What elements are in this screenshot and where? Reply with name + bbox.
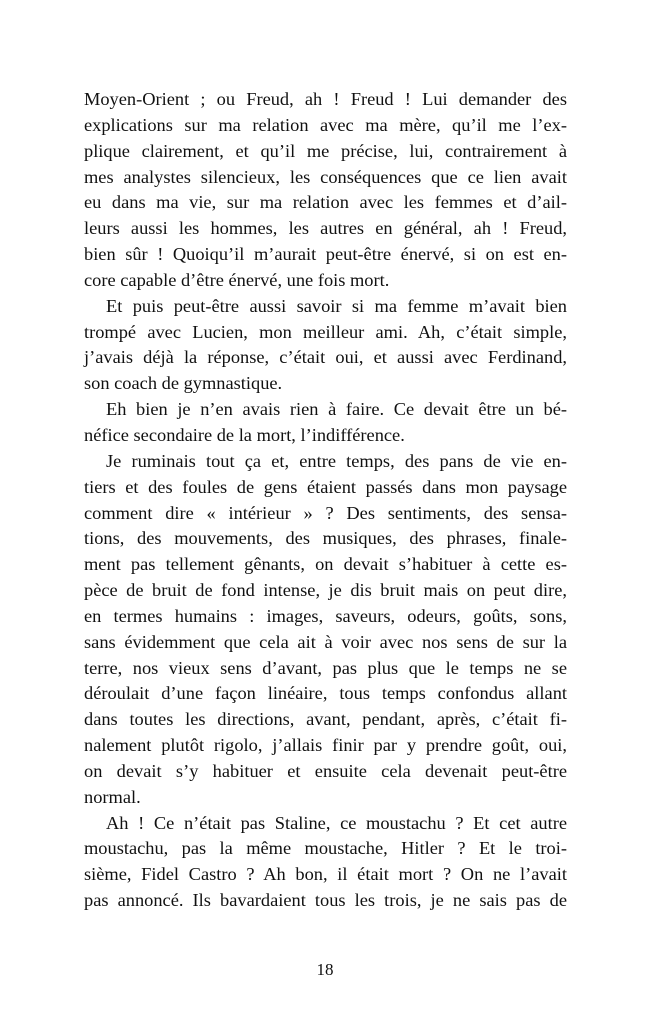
text-line: Ah ! Ce n’était pas Staline, ce moustachu ? Et cet autre [106,812,567,833]
text-line: on devait s’y habituer et ensuite cela devenait peut-être [84,760,567,781]
text-line: pèce de bruit de fond intense, je dis bruit mais on peut dire, [84,580,567,601]
paragraph [84,294,567,397]
text-line: Eh bien je n’en avais rien à faire. Ce devait être un bé- [106,399,567,420]
text-line: tions, des mouvements, des musiques, des phrases, finale- [84,528,567,549]
text-line: sième, Fidel Castro ? Ah bon, il était mort ? On ne l’avait [84,864,567,885]
paragraph [84,449,567,811]
page-body-text [84,87,567,914]
text-line: Je ruminais tout ça et, entre temps, des pans de vie en- [106,450,567,471]
text-line: explications sur ma relation avec ma mère, qu’il me l’ex- [84,114,567,135]
text-line: mes analystes silencieux, les conséquences que ce lien avait [84,166,567,187]
text-line: tiers et des foules de gens étaient passés dans mon paysage [84,476,567,497]
text-line: déroulait d’une façon linéaire, tous temps confondus allant [84,683,567,704]
text-line: Et puis peut-être aussi savoir si ma femme m’avait bien [106,295,567,316]
text-line: nalement plutôt rigolo, j’allais finir par y prendre goût, oui, [84,735,567,756]
text-line: dans toutes les directions, avant, pendant, après, c’était fi- [84,709,567,730]
text-line: comment dire « intérieur » ? Des sentiments, des sensa- [84,502,567,523]
text-line: leurs aussi les hommes, les autres en général, ah ! Freud, [84,218,567,239]
text-line: terre, nos vieux sens d’avant, pas plus que le temps ne se [84,657,567,678]
text-line: Moyen-Orient ; ou Freud, ah ! Freud ! Lui demander des [84,89,567,109]
paragraph [84,397,567,449]
text-line: ment pas tellement gênants, on devait s’habituer à cette es- [84,554,567,575]
text-line: plique clairement, et qu’il me précise, lui, contrairement à [84,140,567,161]
text-line: son coach de gymnastique. [84,373,283,394]
text-line: en termes humains : images, saveurs, odeurs, goûts, sons, [84,605,567,626]
text-line: sans évidemment que cela ait à voir avec nos sens de sur la [84,631,567,652]
paragraph [84,87,567,294]
text-line: j’avais déjà la réponse, c’était oui, et aussi avec Ferdinand, [84,347,567,368]
text-line: core capable d’être énervé, une fois mort. [84,269,390,290]
text-line: moustachu, pas la même moustache, Hitler ? Et le troi- [84,838,567,859]
text-line: normal. [84,786,141,807]
text-line: néfice secondaire de la mort, l’indifférence. [84,424,405,445]
page-number: 18 [316,960,334,979]
paragraph [84,811,567,914]
text-line: trompé avec Lucien, mon meilleur ami. Ah, c’était simple, [84,321,567,342]
text-line: eu dans ma vie, sur ma relation avec les femmes et d’ail- [84,192,567,213]
text-line: bien sûr ! Quoiqu’il m’aurait peut-être énervé, si on est en- [84,244,567,265]
text-line: pas annoncé. Ils bavardaient tous les trois, je ne sais pas de [84,890,567,911]
